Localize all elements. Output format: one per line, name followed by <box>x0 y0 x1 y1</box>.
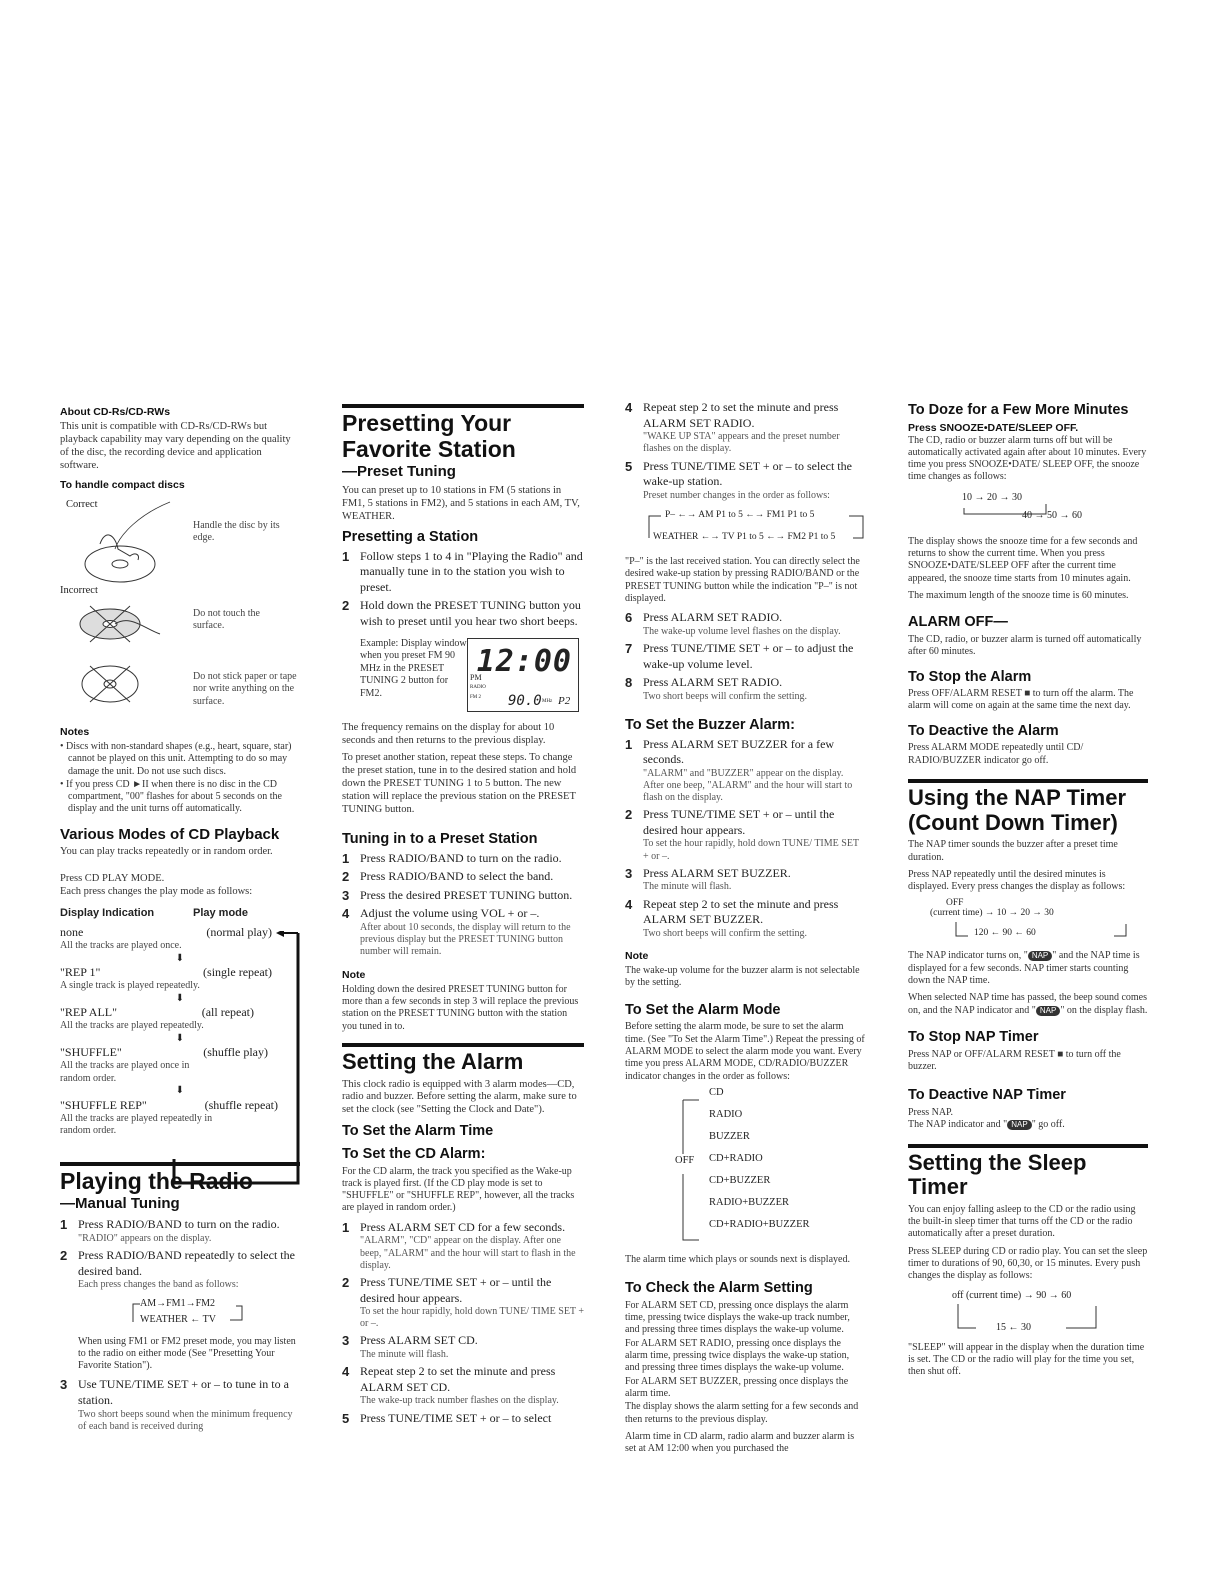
buzzer-alarm-heading: To Set the Buzzer Alarm: <box>625 716 795 733</box>
cd-alarm-step-2: 2 Press TUNE/TIME SET + or – until the desired hour appears. To set the hour rapidly, hold down TUNE/ TIME SET + or –. <box>342 1274 584 1330</box>
sleep-note: "SLEEP" will appear in the display when the duration time is set. The CD or the radio will play for the time you set, then shut off. <box>908 1341 1145 1378</box>
note-1: • Discs with non-standard shapes (e.g., heart, square, star) cannot be played on this unit. Attempting to do so may damage the unit. Do not use such discs. <box>60 741 292 777</box>
lcd-preset: P2 <box>558 694 571 707</box>
alarm-mode-heading: To Set the Alarm Mode <box>625 1001 781 1018</box>
alarm-mode-item: RADIO+BUZZER <box>709 1196 790 1208</box>
step-text: Adjust the volume using VOL + or –. <box>360 906 540 921</box>
step-detail: "ALARM", "CD" appear on the display. After one beep, "ALARM" and the hour will start to flash in the display. <box>360 1235 576 1271</box>
alarm-mode-item: CD+RADIO+BUZZER <box>709 1218 810 1230</box>
deactive-alarm-heading: To Deactive the Alarm <box>908 722 1059 739</box>
nap-passed-note <box>908 992 1148 1017</box>
buzzer-note: The wake-up volume for the buzzer alarm is not selectable by the setting. <box>625 965 860 989</box>
step-text: Use TUNE/TIME SET + or – to tune in to a station. <box>78 1377 289 1408</box>
step-detail: Two short beeps will confirm the setting. <box>643 927 807 939</box>
manual-tuning-subtitle: —Manual Tuning <box>60 1194 180 1212</box>
play-mode-table-header <box>60 907 300 920</box>
radio-alarm-step-7: 7 Press TUNE/TIME SET + or – to adjust the wake-up volume level. <box>625 641 865 672</box>
play-mode-list <box>60 925 300 1138</box>
step-text: Press RADIO/BAND to turn on the radio. <box>78 1217 280 1232</box>
nap-section <box>908 779 1148 1131</box>
preset-cycle-diagram <box>647 508 865 552</box>
lcd-pm: PM <box>470 672 482 682</box>
alarm-mode-off: OFF <box>675 1154 695 1166</box>
step-text: Press RADIO/BAND to select the band. <box>360 869 554 884</box>
step-detail: To set the hour rapidly, hold down TUNE/ TIME SET + or –. <box>360 1306 584 1330</box>
column-2 <box>342 400 584 1584</box>
example-display <box>360 638 584 712</box>
tuning-step-4: 4 Adjust the volume using VOL + or –. After about 10 seconds, the display will return to the previous display but the PRESET TUNING button number will remain. <box>342 906 584 958</box>
band-cycle-top: AM→FM1→FM2 <box>140 1297 216 1309</box>
column-3 <box>625 400 865 1584</box>
step-text: Press TUNE/TIME SET + or – to select the wake-up station. <box>643 458 852 489</box>
cycle-bottom: WEATHER ←→ TV P1 to 5 ←→ FM2 P1 to 5 <box>653 531 836 542</box>
cd-modes-heading: Various Modes of CD Playback <box>60 825 280 843</box>
cd-alarm-heading: To Set the CD Alarm: <box>342 1145 486 1162</box>
step-text: Repeat step 2 to set the minute and press ALARM SET RADIO. <box>643 400 839 430</box>
playing-radio-section <box>60 1162 300 1433</box>
alarm-mode-list <box>709 1088 810 1242</box>
correct-label: Correct <box>66 498 98 510</box>
step-text: Press ALARM SET CD. <box>360 1333 478 1348</box>
nap-title: Using the NAP Timer (Count Down Timer) <box>908 785 1127 835</box>
step-text: Repeat step 2 to set the minute and press ALARM SET CD. <box>360 1364 556 1394</box>
disc-handling-illustrations <box>60 494 300 726</box>
lcd-radio: RADIO <box>470 684 486 690</box>
each-press-text: Each press changes the play mode as follows: <box>60 885 253 897</box>
stop-nap-text: Press NAP or OFF/ALARM RESET ■ to turn off the buzzer. <box>908 1048 1121 1072</box>
step-text: Press TUNE/TIME SET + or – until the desired hour appears. <box>360 1274 552 1305</box>
presetting-station-heading: Presetting a Station <box>342 528 479 545</box>
deactive-nap-heading: To Deactive NAP Timer <box>908 1087 1066 1104</box>
text-part: The NAP indicator turns on, " <box>908 950 1028 962</box>
cycle-arrow-icon <box>130 1298 248 1326</box>
radio-step-1: 1 Press RADIO/BAND to turn on the radio. "RADIO" appears on the display. <box>60 1217 300 1245</box>
step-text: Press TUNE/TIME SET + or – to select <box>360 1410 552 1425</box>
nap-off-label: OFF <box>946 898 964 909</box>
step-text: Press RADIO/BAND repeatedly to select the desired band. <box>78 1248 295 1278</box>
alarm-mode-item: RADIO <box>709 1108 743 1120</box>
cycle-arrow-icon <box>956 1302 1106 1332</box>
check-default-time: Alarm time in CD alarm, radio alarm and buzzer alarm is set at AM 12:00 when you purchased the <box>625 1430 855 1455</box>
buzzer-step-4: 4 Repeat step 2 to set the minute and press ALARM SET BUZZER. Two short beeps will confirm the setting. <box>625 897 865 940</box>
setting-alarm-section <box>342 1043 584 1426</box>
notes-heading: Notes <box>60 725 90 738</box>
buzzer-step-1: 1 Press ALARM SET BUZZER for a few seconds. "ALARM" and "BUZZER" appear on the display. After one beep, "ALARM" and the hour will start to flash on the display. <box>625 737 865 805</box>
text-part: " go off. <box>1031 1119 1065 1131</box>
arrow-down-icon: ⬇ <box>175 1085 185 1097</box>
arrow-down-icon: ⬇ <box>175 992 185 1004</box>
step-detail: The wake-up track number flashes on the display. <box>360 1395 559 1407</box>
step-detail: Preset number changes in the order as follows: <box>643 489 830 501</box>
nap-press: Press NAP repeatedly until the desired minutes is displayed. Every press changes the display as follows: <box>908 868 1126 893</box>
sleep-cycle-diagram <box>952 1288 1148 1334</box>
lcd-fm: FM 2 <box>470 694 481 700</box>
step-text: Follow steps 1 to 4 in "Playing the Radio" and manually tune in to the station you wish to preset. <box>360 548 583 594</box>
nap-badge-icon: NAP <box>1007 1120 1031 1130</box>
alarm-intro: This clock radio is equipped with 3 alarm modes—CD, radio and buzzer. Before setting the alarm, make sure to set the clock (see "Setting the Clock and Date"). <box>342 1078 577 1116</box>
deactive-alarm-text: Press ALARM MODE repeatedly until CD/ RADIO/BUZZER indicator go off. <box>908 742 1084 766</box>
mode-desc: All the tracks are played once. <box>60 940 182 952</box>
cd-modes-intro: You can play tracks repeatedly or in random order. <box>60 846 273 858</box>
presetting-title: Presetting Your Favorite Station <box>342 410 516 462</box>
nap-badge-icon: NAP <box>1036 1006 1060 1016</box>
mode-display: "REP ALL" <box>60 1005 118 1020</box>
radio-step-3: 3 Use TUNE/TIME SET + or – to tune in to a station. Two short beeps sound when the minimum frequency of each band is received during <box>60 1377 300 1433</box>
mode-name: (shuffle repeat) <box>204 1097 278 1112</box>
alarm-off-text: The CD, radio, or buzzer alarm is turned off automatically after 60 minutes. <box>908 633 1142 658</box>
mode-name: (shuffle play) <box>203 1045 268 1060</box>
nap-intro: The NAP timer sounds the buzzer after a preset time duration. <box>908 839 1118 863</box>
press-cd-play-mode: Press CD PLAY MODE. <box>60 872 165 884</box>
p-dash-note: "P–" is the last received station. You can directly select the desired wake-up station by pressing RADIO/BAND or the PRESET TUNING button while the indication "P–" is not displayed. <box>625 555 860 604</box>
step-text: Press RADIO/BAND to turn on the radio. <box>360 850 562 865</box>
tuning-step-3: 3 Press the desired PRESET TUNING button. <box>342 888 584 904</box>
about-cdr-heading: About CD-Rs/CD-RWs <box>60 406 171 418</box>
doze-press: Press SNOOZE•DATE/SLEEP OFF. <box>908 421 1079 434</box>
loop-back-arrow-icon <box>172 931 300 1186</box>
arrow-down-icon: ⬇ <box>175 1032 185 1044</box>
stop-alarm-heading: To Stop the Alarm <box>908 668 1032 685</box>
arrow-down-icon: ⬇ <box>175 952 185 964</box>
handle-discs-heading: To handle compact discs <box>60 478 185 491</box>
step-detail: Each press changes the band as follows: <box>78 1279 239 1291</box>
text-part: " on the display flash. <box>1060 1004 1148 1016</box>
step-detail: The minute will flash. <box>643 881 732 893</box>
alarm-mode-text: Before setting the alarm mode, be sure to set the alarm time. (See "To Set the Alarm Time".) Repeat the pressing of ALARM MODE to select the alarm mode you want. Every time you press ALARM MODE, CD/RADIO/BUZZER indicator changes in the order as follows: <box>625 1021 865 1082</box>
alarm-mode-item: BUZZER <box>709 1130 750 1142</box>
display-indication-header: Display Indication <box>60 906 155 919</box>
step-text: Press ALARM SET RADIO. <box>643 675 783 690</box>
sleep-cycle-bottom: 15 ← 30 <box>996 1321 1031 1333</box>
step-detail: "WAKE UP STA" appears and the preset number flashes on the display. <box>643 431 840 455</box>
alarm-time-next-note: The alarm time which plays or sounds next is displayed. <box>625 1253 850 1265</box>
step-text: Press ALARM SET RADIO. <box>643 610 783 625</box>
about-cdr-text: This unit is compatible with CD-Rs/CD-RWs but playback capability may vary depending on the quality of the disc, the recording device and application software. <box>60 421 291 471</box>
deactive-nap-text <box>908 1119 1148 1131</box>
setting-alarm-title: Setting the Alarm <box>342 1048 524 1074</box>
lcd-display <box>467 638 579 712</box>
note-2: • If you press CD ►II when there is no disc in the CD compartment, "00" flashes for about 5 seconds on the display and the unit turns off automatically. <box>60 778 282 815</box>
step-detail: To set the hour rapidly, hold down TUNE/ TIME SET + or –. <box>643 838 859 862</box>
buzzer-step-3: 3 Press ALARM SET BUZZER. The minute will flash. <box>625 866 865 894</box>
lcd-time: 12:00 <box>476 643 572 679</box>
cd-alarm-step-4: 4 Repeat step 2 to set the minute and press ALARM SET CD. The wake-up track number flashes on the display. <box>342 1364 584 1407</box>
alarm-mode-item: CD <box>709 1086 724 1098</box>
mode-name: (single repeat) <box>203 965 272 980</box>
preset-step-1: 1 Follow steps 1 to 4 in "Playing the Radio" and manually tune in to the station you wish to preset. <box>342 548 583 594</box>
radio-alarm-step-6: 6 Press ALARM SET RADIO. The wake-up volume level flashes on the display. <box>625 610 865 638</box>
text-part: When selected NAP time has passed, the beep sound comes on, and the NAP indicator and " <box>908 992 1148 1016</box>
cd-alarm-step-1: 1 Press ALARM SET CD for a few seconds. "ALARM", "CD" appear on the display. After one beep, "ALARM" and the hour will start to flash in the display. <box>342 1220 584 1272</box>
preset-note: Holding down the desired PRESET TUNING button for more than a few seconds in step 3 will replace the previous station on the PRESET TUNING button with the station you tuned in to. <box>342 983 579 1032</box>
alarm-mode-item: CD+BUZZER <box>709 1174 771 1186</box>
doze-text: The CD, radio or buzzer alarm turns off but will be automatically activated again after about 10 minutes. Every time you press SNOOZE•DATE/ SLEEP OFF, the snooze time changes as follows: <box>908 434 1147 483</box>
mode-desc: All the tracks are played repeatedly in random order. <box>60 1112 213 1137</box>
check-radio: For ALARM SET RADIO, pressing once displays the alarm time, pressing twice displays the wake-up station, and pressing three times displays the wake-up volume. <box>625 1337 850 1374</box>
mode-desc: All the tracks are played repeatedly. <box>60 1020 204 1032</box>
sleep-section <box>908 1144 1148 1379</box>
tuning-preset-heading: Tuning in to a Preset Station <box>342 830 538 847</box>
doze-heading: To Doze for a Few More Minutes <box>908 402 1129 418</box>
radio-alarm-step-8: 8 Press ALARM SET RADIO. Two short beeps will confirm the setting. <box>625 675 865 703</box>
note-heading: Note <box>342 968 366 981</box>
cd-alarm-step-5: 5 Press TUNE/TIME SET + or – to select <box>342 1411 584 1427</box>
tuning-step-2: 2 Press RADIO/BAND to select the band. <box>342 869 584 885</box>
mode-display: none <box>60 925 84 940</box>
mode-display: "SHUFFLE" <box>60 1045 122 1060</box>
playing-radio-title: Playing the Radio <box>60 1167 253 1194</box>
stop-alarm-text: Press OFF/ALARM RESET ■ to turn off the alarm. The alarm will come on again at the same time the next day. <box>908 688 1134 712</box>
nap-cycle-top: (current time) → 10 → 20 → 30 <box>930 908 1054 919</box>
step-text: Press ALARM SET BUZZER. <box>643 865 791 880</box>
step-detail: Two short beeps will confirm the setting. <box>643 690 807 702</box>
mode-name: (normal play) <box>206 925 272 940</box>
step-detail: The wake-up volume level flashes on the display. <box>643 625 841 637</box>
check-buzzer: For ALARM SET BUZZER, pressing once displays the alarm time. <box>625 1375 849 1399</box>
alarm-mode-item: CD+RADIO <box>709 1152 763 1164</box>
preset-another: To preset another station, repeat these steps. To change the preset station, tune in to the desired station and hold down the PRESET TUNING 1 to 5 button. The new station will replace the previous station on the PRESET TUNING button. <box>342 752 577 816</box>
mode-desc: All the tracks are played once in random order. <box>60 1060 190 1084</box>
no-paper-text: Do not stick paper or tape nor write anything on the surface. <box>193 670 297 707</box>
fm-preset-note: When using FM1 or FM2 preset mode, you may listen to the radio on either mode (See "Presetting Your Favorite Station"). <box>78 1335 296 1372</box>
step-text: Hold down the PRESET TUNING button you wish to preset until you hear two short beeps. <box>360 598 581 629</box>
alarm-mode-cycle-diagram <box>625 1088 865 1250</box>
check-cd: For ALARM SET CD, pressing once displays the alarm time, pressing twice displays the wake-up track number, and pressing three times displays the wake-up volume. <box>625 1299 850 1336</box>
snooze-display-note: The display shows the snooze time for a few seconds and returns to show the current time. When you press SNOOZE•DATE/SLEEP OFF after the current time appeared, the snooze time starts from 10 minutes again. <box>908 535 1138 584</box>
play-mode-header: Play mode <box>193 906 249 919</box>
handle-edge-text: Handle the disc by its edge. <box>193 519 280 544</box>
stop-nap-heading: To Stop NAP Timer <box>908 1028 1039 1045</box>
snooze-cycle-diagram <box>962 490 1148 526</box>
radio-alarm-step-4: 4 Repeat step 2 to set the minute and press ALARM SET RADIO. "WAKE UP STA" appears and the preset number flashes on the display. <box>625 400 865 456</box>
nap-badge-icon: NAP <box>1028 951 1052 961</box>
radio-step-2: 2 Press RADIO/BAND repeatedly to select the desired band. Each press changes the band as follows: <box>60 1248 300 1291</box>
text-part: The NAP indicator and " <box>908 1119 1008 1131</box>
mode-desc: A single track is played repeatedly. <box>60 980 200 992</box>
deactive-nap-press: Press NAP. <box>908 1106 954 1118</box>
incorrect-label: Incorrect <box>60 584 98 596</box>
snooze-bottom: 40 → 50 → 60 <box>1022 509 1082 521</box>
preset-tuning-subtitle: —Preset Tuning <box>342 462 456 480</box>
step-text: Press TUNE/TIME SET + or – until the desired hour appears. <box>643 807 835 837</box>
lcd-mhz: MHz <box>542 698 553 704</box>
presetting-section <box>342 404 584 1033</box>
snooze-max-note: The maximum length of the snooze time is 60 minutes. <box>908 589 1129 601</box>
sleep-press: Press SLEEP during CD or radio play. You can set the sleep timer to durations of 90, 60,30, or 15 minutes. Every push changes the display as follows: <box>908 1245 1148 1282</box>
step-detail: After about 10 seconds, the display will return to the previous display but the PRESET TUNING button number will remain. <box>360 922 571 958</box>
nap-indicator-note <box>908 950 1148 987</box>
buzzer-step-2: 2 Press TUNE/TIME SET + or – until the desired hour appears. To set the hour rapidly, hold down TUNE/ TIME SET + or –. <box>625 807 865 863</box>
sleep-cycle-top: off (current time) → 90 → 60 <box>952 1289 1072 1301</box>
preset-step-2: 2 Hold down the PRESET TUNING button you wish to preset until you hear two short beeps. <box>342 598 584 629</box>
nap-cycle-diagram <box>930 898 1148 942</box>
check-display: The display shows the alarm setting for a few seconds and then returns to the previous display. <box>625 1401 859 1425</box>
sleep-intro: You can enjoy falling asleep to the CD or the radio using the built-in sleep timer that turns off the CD or the radio automatically after a preset duration. <box>908 1203 1136 1240</box>
alarm-time-heading: To Set the Alarm Time <box>342 1123 494 1140</box>
step-detail: The minute will flash. <box>360 1349 449 1361</box>
step-text: Press ALARM SET BUZZER for a few seconds. <box>643 736 835 767</box>
frequency-remains: The frequency remains on the display for about 10 seconds and then returns to the previous display. <box>342 721 555 746</box>
band-cycle-diagram <box>122 1296 300 1328</box>
lcd-frequency: 90.0 <box>508 692 542 709</box>
step-text: Press the desired PRESET TUNING button. <box>360 887 573 902</box>
step-detail: Two short beeps sound when the minimum frequency of each band is received during <box>78 1408 293 1432</box>
cycle-top: P– ←→ AM P1 to 5 ←→ FM1 P1 to 5 <box>665 509 815 520</box>
no-touch-text: Do not touch the surface. <box>193 607 260 632</box>
sleep-title: Setting the Sleep Timer <box>908 1149 1087 1200</box>
example-text: Example: Display window when you preset FM 90 MHz in the PRESET TUNING 2 button for FM2. <box>360 637 467 699</box>
text-part: " and the NAP time is displayed for a few seconds. NAP timer starts counting down the NAP time. <box>908 950 1140 987</box>
disc-illustration-icon <box>60 494 190 726</box>
nap-cycle-bottom: 120 ← 90 ← 60 <box>974 928 1036 939</box>
alarm-off-heading: ALARM OFF— <box>908 614 1008 631</box>
radio-alarm-step-5: 5 Press TUNE/TIME SET + or – to select the wake-up station. Preset number changes in the order as follows: <box>625 459 865 502</box>
column-1 <box>60 400 300 1584</box>
mode-display: "SHUFFLE REP" <box>60 1097 147 1112</box>
step-text: Press ALARM SET CD for a few seconds. <box>360 1219 566 1234</box>
check-alarm-heading: To Check the Alarm Setting <box>625 1280 813 1297</box>
snooze-top: 10 → 20 → 30 <box>962 491 1022 503</box>
buzzer-note-heading: Note <box>625 950 649 963</box>
step-detail: "ALARM" and "BUZZER" appear on the display. After one beep, "ALARM" and the hour will start to flash on the display. <box>643 767 853 804</box>
column-4 <box>908 400 1148 1584</box>
cd-alarm-step-3: 3 Press ALARM SET CD. The minute will flash. <box>342 1333 584 1361</box>
step-detail: "RADIO" appears on the display. <box>78 1232 212 1244</box>
cd-alarm-intro: For the CD alarm, the track you specified as the Wake-up track is played first. (If the CD play mode is set to "SHUFFLE" or "SHUFFLE REP", however, all the tracks are played in random order.) <box>342 1165 575 1214</box>
mode-display: "REP 1" <box>60 965 101 980</box>
preset-intro: You can preset up to 10 stations in FM (5 stations in FM1, 5 stations in FM2), and 5 stations in each AM, TV, WEATHER. <box>342 485 580 523</box>
tuning-step-1: 1 Press RADIO/BAND to turn on the radio. <box>342 851 584 867</box>
step-text: Press TUNE/TIME SET + or – to adjust the wake-up volume level. <box>643 640 854 671</box>
mode-name: (all repeat) <box>201 1005 254 1020</box>
band-cycle-bottom: WEATHER ← TV <box>140 1313 216 1325</box>
step-text: Repeat step 2 to set the minute and press ALARM SET BUZZER. <box>643 896 839 927</box>
